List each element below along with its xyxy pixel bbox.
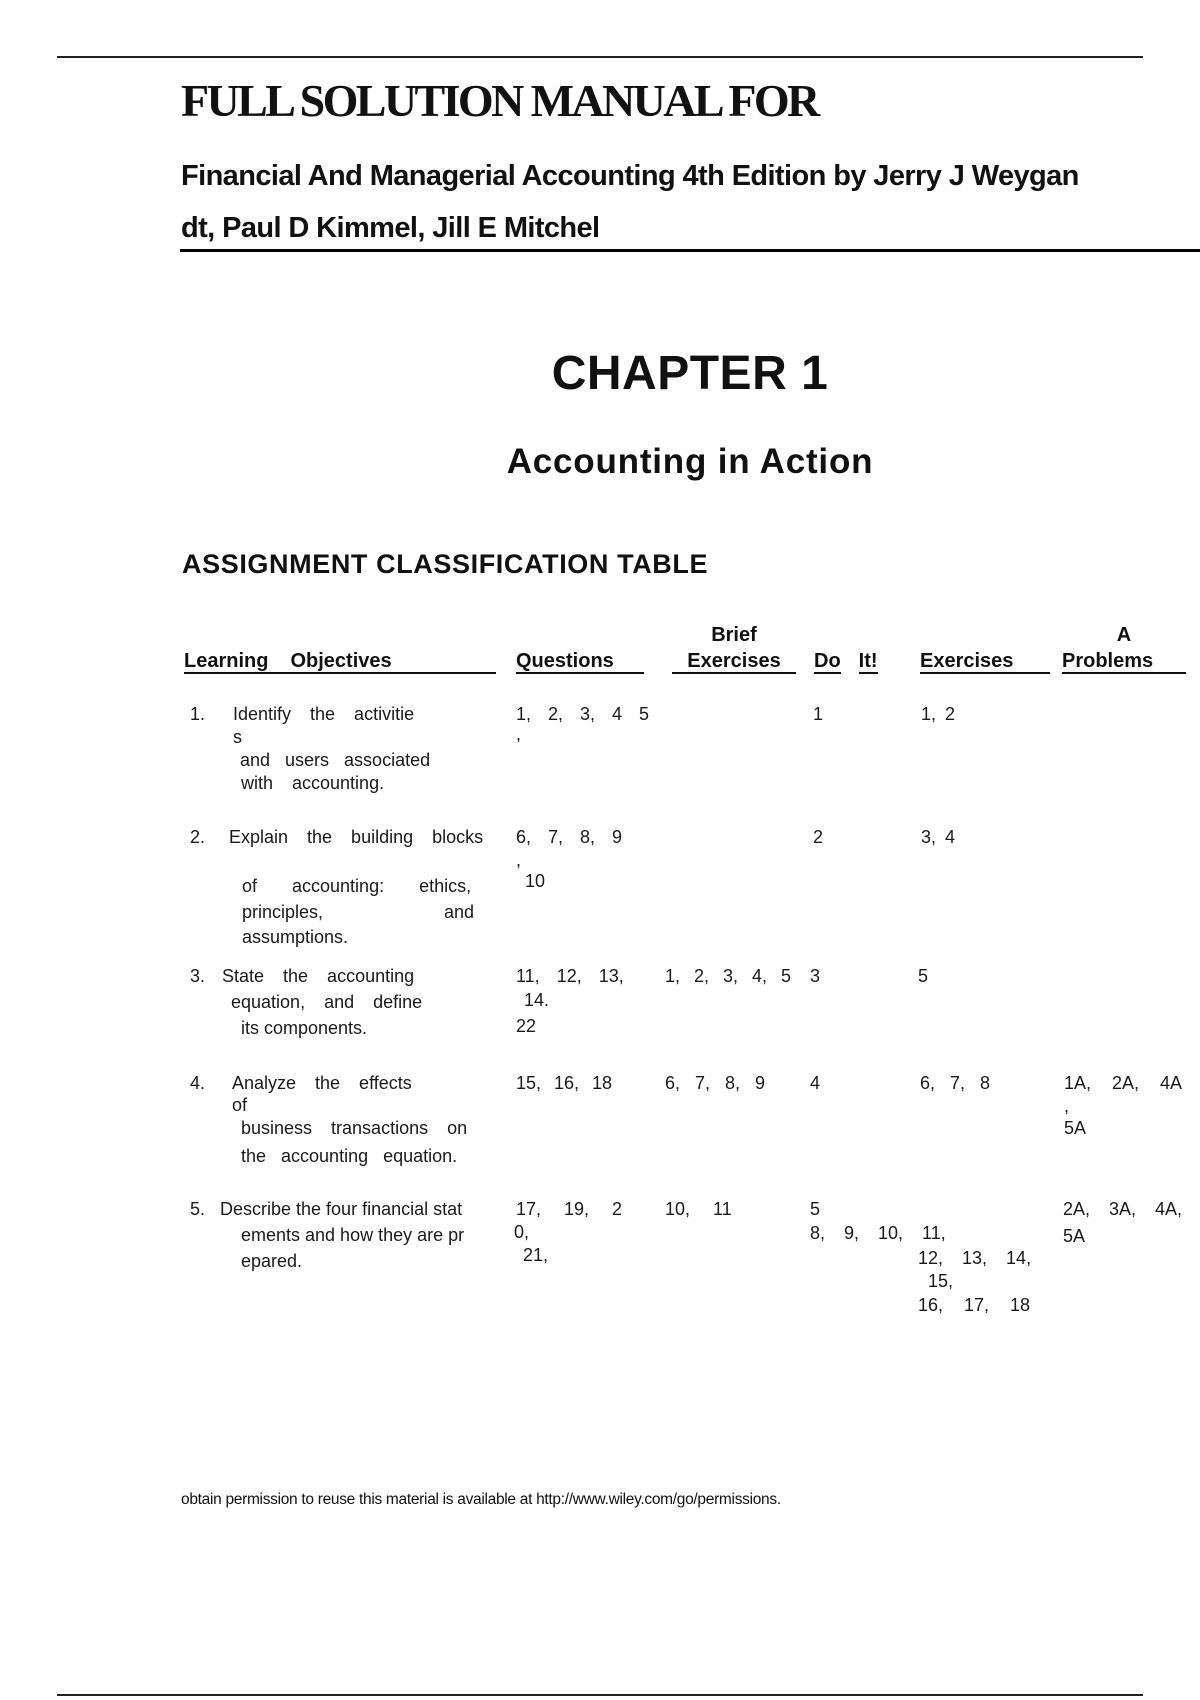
questions-cell: 1, 2, 3, 4 5 (516, 704, 650, 724)
book-title-line-1: Financial And Managerial Accounting 4th Edition by Jerry J Weygan (181, 160, 1079, 192)
problems-cell: 5A (1063, 1226, 1086, 1246)
brief-exercises-cell: 1, 2, 3, 4, 5 (665, 966, 792, 986)
chapter-subtitle: Accounting in Action (506, 442, 874, 481)
objective-line: of (232, 1095, 248, 1115)
book-title (181, 150, 1141, 254)
do-it-cell: 1 (813, 704, 824, 724)
do-it-cell: 5 (810, 1199, 821, 1219)
permission-note: obtain permission to reuse this material is available at http://www.wiley.com/go/permissions. (181, 1491, 781, 1508)
objective-line: Identify the activitie (233, 704, 415, 724)
questions-cell: 17, 19, 2 (516, 1199, 623, 1219)
objective-line: with accounting. (241, 773, 385, 793)
objective-line: epared. (241, 1251, 303, 1271)
questions-cell: 22 (516, 1016, 537, 1036)
questions-cell: 15, 16, 18 (516, 1073, 613, 1093)
exercises-cell: 12, 13, 14, (918, 1248, 1032, 1268)
objective-line: equation, and define (231, 992, 423, 1012)
column-header-brief-exercises-label: Exercises (672, 650, 796, 674)
problems-cell: 1A, 2A, 4A (1064, 1073, 1183, 1093)
questions-cell: , (516, 724, 522, 744)
objective-line: Explain the building blocks (229, 827, 484, 847)
objective-line: its components. (241, 1018, 368, 1038)
exercises-cell: 15, (928, 1271, 954, 1291)
column-header-questions-label: Questions (516, 650, 644, 674)
column-header-brief: Brief (711, 624, 757, 646)
column-header-brief-exercises (672, 622, 796, 674)
objective-line: State the accounting (222, 966, 415, 986)
exercises-cell: 3, 4 (921, 827, 956, 847)
manual-title: FULL SOLUTION MANUAL FOR (181, 75, 818, 126)
column-header-a-problems (1062, 622, 1186, 674)
objective-line: and users associated (240, 750, 431, 770)
chapter-title: CHAPTER 1 (551, 347, 829, 400)
objective-line: of accounting: ethics, (242, 876, 472, 896)
column-header-exercises-label: Exercises (920, 650, 1050, 674)
brief-exercises-cell: 10, 11 (665, 1199, 732, 1219)
brief-exercises-cell: 6, 7, 8, 9 (665, 1073, 766, 1093)
column-header-do: Do (814, 650, 841, 672)
exercises-cell: 8, 9, 10, 11, (810, 1223, 946, 1243)
header-rule (180, 249, 1200, 252)
do-it-cell: 2 (813, 827, 824, 847)
problems-cell: 5A (1064, 1118, 1087, 1138)
exercises-cell: 5 (918, 966, 929, 986)
objective-line: s (233, 727, 242, 747)
objective-line: ements and how they are pr (241, 1225, 465, 1245)
exercises-cell: 1, 2 (921, 704, 956, 724)
questions-cell: 0, (514, 1222, 530, 1242)
objective-line: business transactions on (241, 1118, 468, 1138)
top-rule (57, 56, 1143, 58)
problems-cell: 2A, 3A, 4A, (1063, 1199, 1183, 1219)
column-header-exercises (920, 648, 1050, 674)
row-number: 5. (190, 1199, 206, 1219)
do-it-cell: 4 (810, 1073, 821, 1093)
column-header-learning-objectives (184, 648, 496, 674)
row-number: 1. (190, 704, 206, 724)
objective-line: assumptions. (242, 927, 349, 947)
column-header-learning: Learning (184, 650, 269, 672)
column-header-it: It! (858, 650, 878, 672)
objective-line: principles, and (242, 902, 475, 922)
row-number: 3. (190, 966, 206, 986)
objective-line: Describe the four financial stat (220, 1199, 463, 1219)
row-number: 2. (190, 827, 206, 847)
exercises-cell: 6, 7, 8 (920, 1073, 991, 1093)
book-title-line-2: dt, Paul D Kimmel, Jill E Mitchel (181, 212, 600, 244)
questions-cell: 10 (525, 871, 546, 891)
column-header-objectives: Objectives (290, 650, 392, 672)
column-header-do-it (814, 648, 900, 674)
exercises-cell: 16, 17, 18 (918, 1295, 1031, 1315)
column-header-questions (516, 648, 644, 674)
questions-cell: 14. (524, 990, 550, 1010)
row-number: 4. (190, 1073, 206, 1093)
do-it-cell: 3 (810, 966, 821, 986)
objective-line: the accounting equation. (241, 1146, 458, 1166)
bottom-rule (57, 1694, 1143, 1696)
questions-cell: 21, (523, 1245, 549, 1265)
column-header-problems: Problems (1062, 650, 1186, 674)
column-header-a: A (1116, 624, 1132, 646)
problems-cell: , (1064, 1096, 1070, 1116)
objective-line: Analyze the effects (232, 1073, 412, 1093)
questions-cell: 6, 7, 8, 9 (516, 827, 623, 847)
questions-cell: 11, 12, 13, (516, 966, 624, 986)
table-heading: ASSIGNMENT CLASSIFICATION TABLE (182, 549, 709, 579)
questions-cell: , (516, 850, 522, 870)
